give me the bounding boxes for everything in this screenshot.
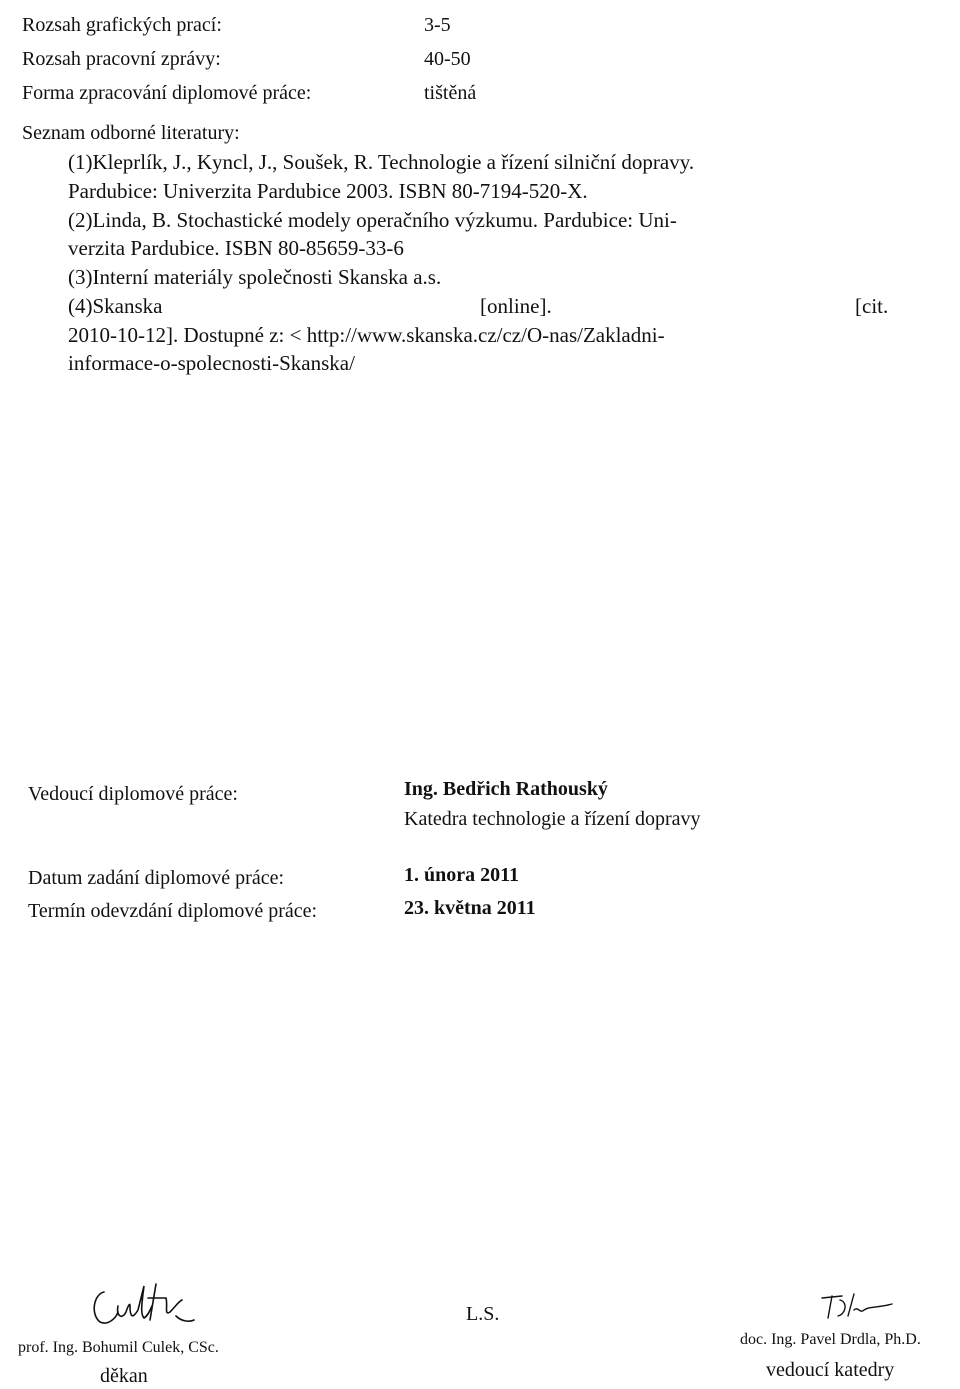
department-head-signature [818, 1290, 898, 1324]
literature-line: (3)Interní materiály společnosti Skanska a.s. [68, 265, 442, 289]
literature-line: 2010-10-12]. Dostupné z: < http://www.skanska.cz/cz/O-nas/Zakladni- [68, 323, 665, 347]
report-scope-label: Rozsah pracovní zprávy: [22, 48, 221, 70]
literature-line: informace-o-spolecnosti-Skanska/ [68, 351, 355, 375]
stamp-placeholder: L.S. [466, 1303, 500, 1325]
report-scope-value: 40-50 [424, 48, 471, 70]
supervisor-department: Katedra technologie a řízení dopravy [404, 808, 701, 830]
dean-signature [86, 1276, 196, 1336]
literature-line: (1)Kleprlík, J., Kyncl, J., Soušek, R. Technologie a řízení silniční dopravy. [68, 150, 695, 174]
assignment-date-value: 1. února 2011 [404, 864, 520, 886]
literature-line: Pardubice: Univerzita Pardubice 2003. ISBN 80-7194-520-X. [68, 179, 588, 203]
supervisor-label: Vedoucí diplomové práce: [28, 783, 238, 805]
thesis-form-value: tištěná [424, 82, 477, 104]
assignment-date-label: Datum zadání diplomové práce: [28, 867, 285, 889]
graphics-scope-label: Rozsah grafických prací: [22, 14, 222, 36]
supervisor-name: Ing. Bedřich Rathouský [404, 778, 608, 800]
literature-line: verzita Pardubice. ISBN 80-85659-33-6 [68, 236, 404, 260]
literature-line-4-online: [online]. [480, 294, 552, 318]
graphics-scope-value: 3-5 [424, 14, 451, 36]
department-head-role: vedoucí katedry [766, 1359, 895, 1381]
thesis-form-label: Forma zpracování diplomové práce: [22, 82, 312, 104]
submission-date-label: Termín odevzdání diplomové práce: [28, 900, 318, 922]
dean-name: prof. Ing. Bohumil Culek, CSc. [18, 1339, 219, 1356]
dean-role: děkan [100, 1365, 148, 1387]
literature-line-4-cit: [cit. [855, 294, 889, 318]
literature-line-4-author: (4)Skanska [68, 294, 163, 318]
literature-line: (2)Linda, B. Stochastické modely operačního výzkumu. Pardubice: Uni- [68, 208, 677, 232]
department-head-name: doc. Ing. Pavel Drdla, Ph.D. [740, 1331, 921, 1348]
literature-heading: Seznam odborné literatury: [22, 122, 240, 144]
submission-date-value: 23. května 2011 [404, 897, 536, 919]
